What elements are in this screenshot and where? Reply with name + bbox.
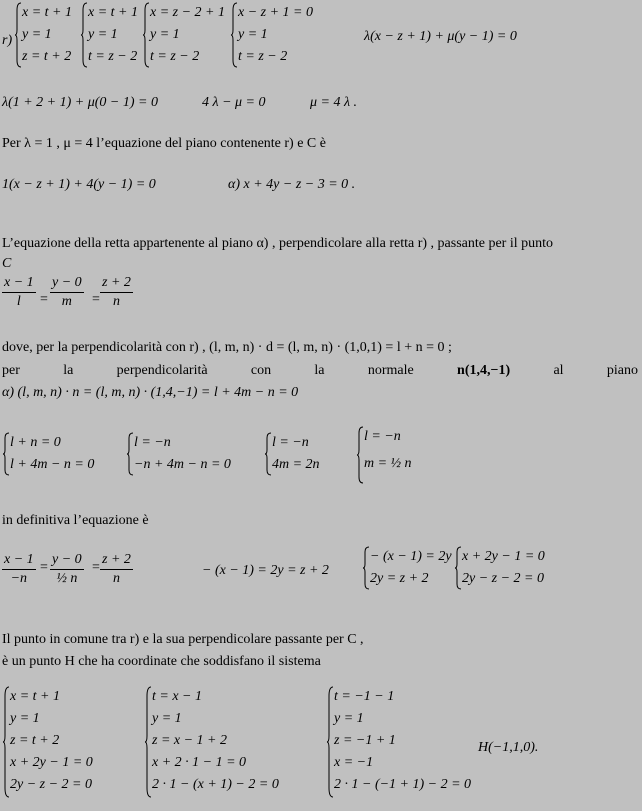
fraction-final-x: $\frac{x - 1}{-n}$ [4,552,34,586]
plane-eq-expanded: 1(x − z + 1) + 4(y − 1) = 0 [2,177,156,192]
r-label: r) [2,33,13,48]
eq-row: x − z + 1 = 0 [238,5,314,20]
line-intro-text: L’equazione della retta appartenente al piano α) , perpendicolare alla retta r) , passante per il punto [2,236,554,251]
system-c2: x + 2y − 1 = 0 2y − z − 2 = 0 [454,546,545,590]
system-d3: t = −1 − 1 y = 1 z = −1 + 1 x = −1 2 · 1 − (−1 + 1) − 2 = 0 [326,686,471,798]
fraction-final-y: $\frac{y - 0}{\text{½ n}}$ [52,552,82,586]
brace-icon [230,2,238,68]
fraction-final-z: $\frac{z + 2}{n}$ [102,552,131,586]
brace-icon [2,686,10,798]
substitution-eq: λ(1 + 2 + 1) + μ(0 − 1) = 0 [2,95,158,110]
equals-sign: = [40,292,48,307]
system-d1: x = t + 1 y = 1 z = t + 2 x + 2y − 1 = 0 2y − z − 2 = 0 [2,686,93,798]
brace-icon [264,432,272,476]
condition-eq: 4 λ − μ = 0 [202,95,266,110]
system-b3: l = −n 4m = 2n [264,432,320,476]
brace-icon [144,686,152,798]
point-h-result: H(−1,1,0). [478,740,539,755]
perp-condition-text: dove, per la perpendicolarità con r) , (l, m, n) · d = (l, m, n) · (1,0,1) = l + n = 0 ; [2,340,452,355]
common-point-text-2: è un punto H che ha coordinate che soddisfano il sistema [2,654,321,669]
perp-normal-eq: α) (l, m, n) · n = (l, m, n) · (1,4,−1) = l + 4m − n = 0 [2,385,299,400]
system-c1: − (x − 1) = 2y 2y = z + 2 [362,546,452,590]
fraction-z: $\frac{z + 2}{n}$ [102,275,131,309]
eq-row: x = t + 1 [88,5,138,20]
system-b2: l = −n −n + 4m − n = 0 [126,432,231,476]
system-r [14,2,72,68]
brace-icon [326,686,334,798]
point-c-label: C [2,256,12,271]
system-r-4 [230,2,313,68]
conclusion-text: in definitiva l’equazione è [2,513,149,528]
mu-result: μ = 4 λ . [310,95,358,110]
eq-row: y = 1 [22,27,52,42]
equals-sign: = [92,292,100,307]
eq-row: y = 1 [150,27,180,42]
brace-icon [454,546,462,590]
system-r-2 [80,2,138,68]
eq-row: z = t + 2 [22,49,72,64]
brace-icon [356,426,364,484]
eq-row: x = z − 2 + 1 [150,5,226,20]
chain-equation: − (x − 1) = 2y = z + 2 [202,563,329,578]
eq-row: t = z − 2 [88,49,138,64]
eq-row: x = t + 1 [22,5,72,20]
plane-eq-alpha: α) x + 4y − z − 3 = 0 . [228,177,356,192]
system-d2: t = x − 1 y = 1 z = x − 1 + 2 x + 2 · 1 − 1 = 0 2 · 1 − (x + 1) − 2 = 0 [144,686,279,798]
eq-row: t = z − 2 [150,49,200,64]
brace-icon [2,432,10,476]
brace-icon [126,432,134,476]
brace-icon [80,2,88,68]
fraction-y: $\frac{y - 0}{m}$ [52,275,82,309]
system-b4: l = −n m = ½ n [356,426,412,484]
eq-row: y = 1 [88,27,118,42]
equals-sign: = [92,560,100,575]
eq-row: y = 1 [238,27,268,42]
common-point-text: Il punto in comune tra r) e la sua perpendicolare passante per C , [2,632,364,647]
fraction-x: $\frac{x - 1}{l}$ [4,275,34,309]
pencil-equation: λ(x − z + 1) + μ(y − 1) = 0 [364,29,517,44]
brace-icon [14,2,22,68]
brace-icon [362,546,370,590]
system-r-3 [142,2,225,68]
brace-icon [142,2,150,68]
system-b1: l + n = 0 l + 4m − n = 0 [2,432,94,476]
plane-intro-text: Per λ = 1 , μ = 4 l’equazione del piano contenente r) e C è [2,136,326,151]
perp-normal-line: per la perpendicolarità con la normale n(1,4,−1) al piano [2,363,638,378]
eq-row: t = z − 2 [238,49,288,64]
equals-sign: = [40,560,48,575]
